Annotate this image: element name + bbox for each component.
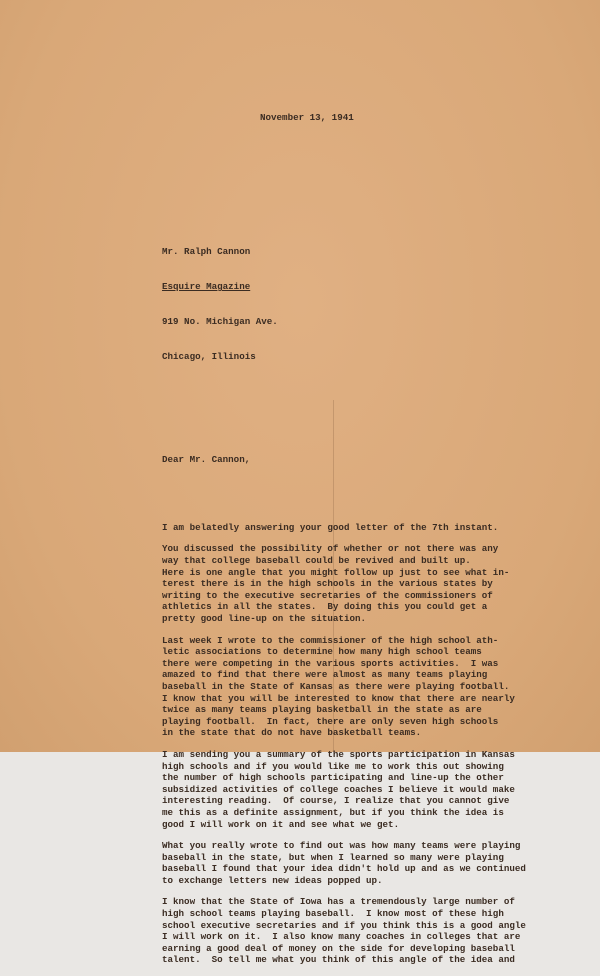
text-line: I am belatedly answering your good letter of the 7th instant. [162, 521, 499, 533]
text-line: interesting reading. Of course, I realize that you cannot give [162, 795, 510, 807]
letter-date: November 13, 1941 [260, 112, 354, 123]
salutation-block [162, 431, 582, 489]
text-line: baseball in the State of Kansas as there were playing football. [162, 680, 510, 692]
text-line: I know that you will be interested to know that there are nearly [162, 692, 515, 704]
text-line: baseball I found that your idea didn't hold up and as we continued [162, 863, 526, 875]
text-line: terest there is in the high schools in the various states by [162, 578, 493, 590]
text-line: school executive secretaries and if you think this is a good angle [162, 919, 526, 931]
text-line: I will work on it. I also know many coaches in colleges that are [162, 931, 521, 943]
text-line: high school teams playing baseball. I know most of these high [162, 908, 504, 920]
text-line: You discussed the possibility of whether or not there was any [162, 543, 499, 555]
text-line: baseball in the state, but when I learned so many were playing [162, 851, 504, 863]
text-line: talent. So tell me what you think of this angle of the idea and [162, 954, 515, 966]
text-line: me this as a definite assignment, but if you think the idea is [162, 806, 504, 818]
text-line: good I will work on it and see what we get. [162, 818, 400, 830]
text-line: amazed to find that there were almost as many teams playing [162, 669, 488, 681]
text-line: way that college baseball could be revived and built up. [162, 555, 471, 567]
text-line: playing football. In fact, there are only seven high schools [162, 715, 499, 727]
text-line: Last week I wrote to the commissioner of the high school ath- [162, 634, 499, 646]
address-line: Mr. Ralph Cannon [162, 246, 251, 258]
text-line: to exchange letters new ideas popped up. [162, 874, 383, 886]
text-line: earning a good deal of money on the side for developing baseball [162, 942, 515, 954]
text-line: athletics in all the states. By doing this you could get a [162, 601, 488, 613]
recipient-address [162, 223, 582, 385]
text-line: writing to the executive secretaries of the commissioners of [162, 589, 493, 601]
text-line: in the state that do not have basketball teams. [162, 727, 422, 739]
paragraph [162, 635, 582, 739]
letter-body [162, 200, 582, 976]
paragraph [162, 896, 582, 966]
paragraph [162, 522, 582, 534]
address-line: Chicago, Illinois [162, 350, 256, 362]
paragraph [162, 840, 582, 886]
paragraph [162, 749, 582, 830]
text-line: twice as many teams playing basketball in the state as are [162, 704, 482, 716]
text-line: pretty good line-up on the situation. [162, 613, 366, 624]
paragraph [162, 543, 582, 624]
salutation: Dear Mr. Cannon, [162, 453, 251, 465]
text-line: What you really wrote to find out was how many teams were playing [162, 840, 521, 852]
text-line: subsidized activities of college coaches I believe it would make [162, 783, 515, 795]
address-line: 919 No. Michigan Ave. [162, 315, 278, 327]
text-line: there were competing in the various sports activities. I was [162, 657, 499, 669]
text-line: Here is one angle that you might follow up just to see what in- [162, 566, 510, 578]
text-line: I am sending you a summary of the sports participation in Kansas [162, 748, 515, 760]
address-line: Esquire Magazine [162, 281, 251, 293]
text-line: I know that the State of Iowa has a tremendously large number of [162, 896, 515, 908]
text-line: letic associations to determine how many high school teams [162, 646, 482, 658]
text-line: high schools and if you would like me to work this out showing [162, 760, 504, 772]
text-line: the number of high schools participating and line-up the other [162, 772, 504, 784]
